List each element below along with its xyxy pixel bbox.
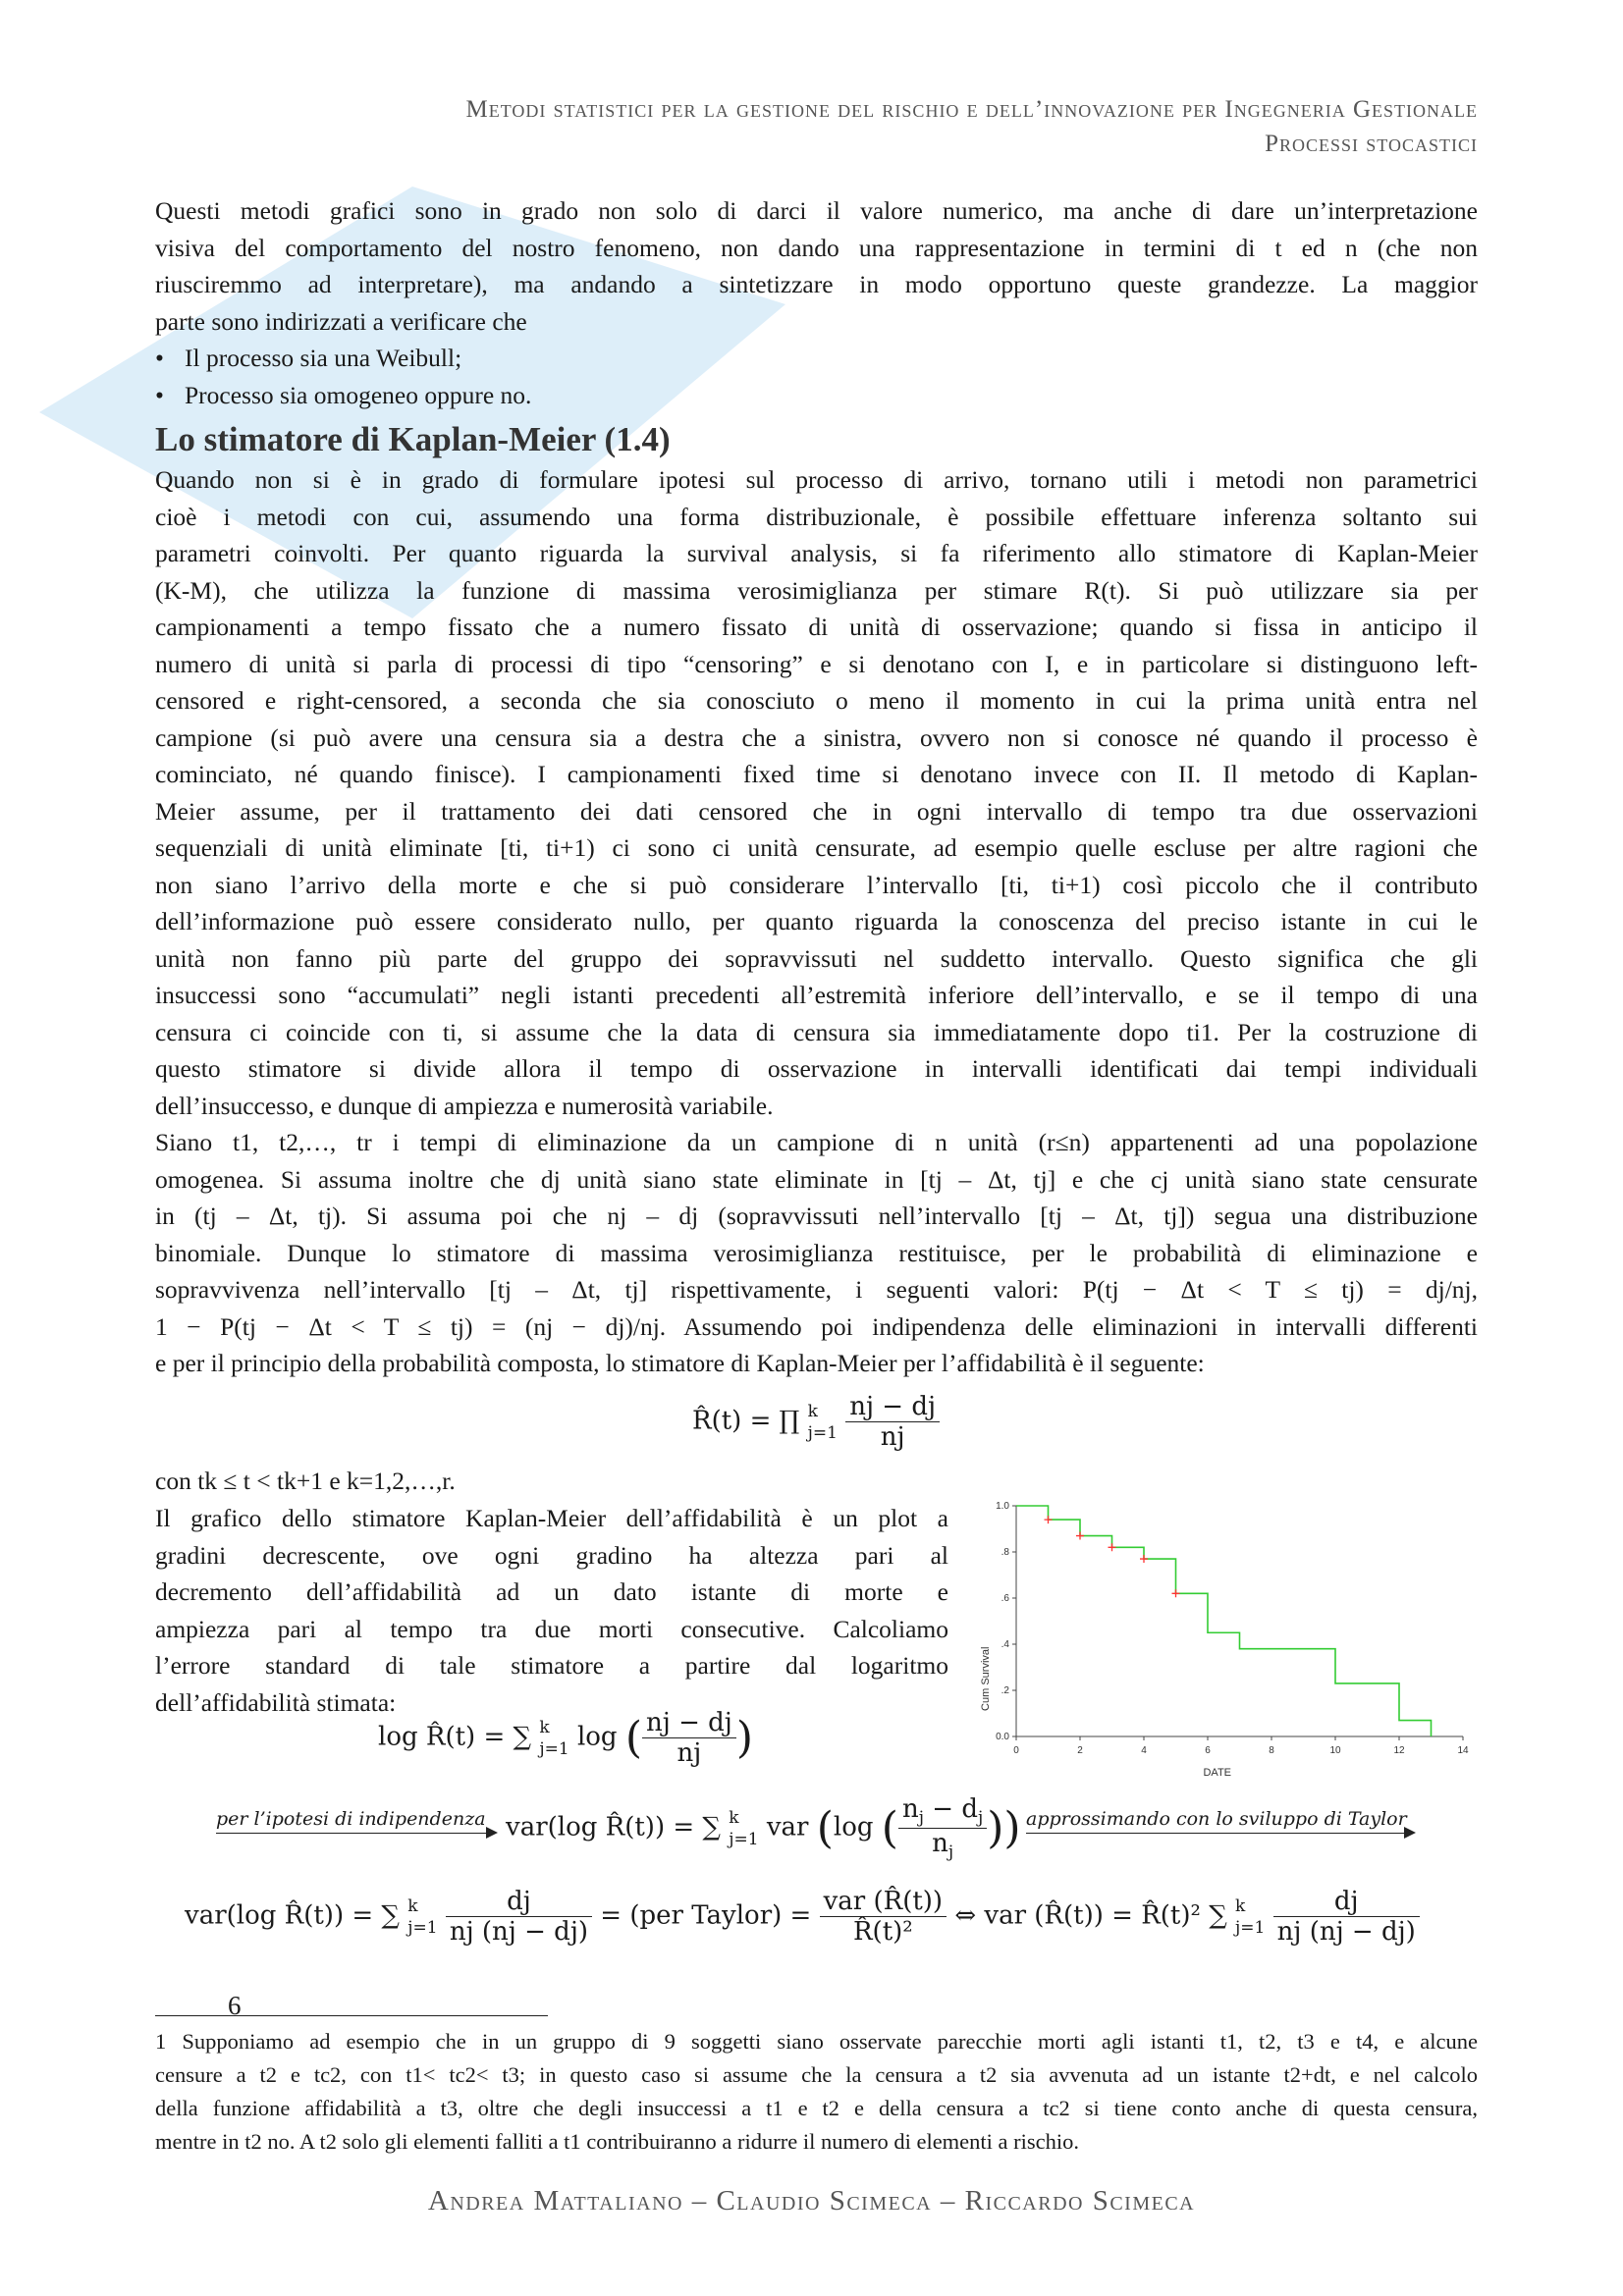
footnote-line: della funzione affidabilità a t3, oltre che degli insuccessi a t1 e t2 e della censura a tc2 si tiene conto anche di questa censura, bbox=[155, 2096, 1478, 2120]
text-line: parametri coinvolti. Per quanto riguarda la survival analysis, si fa riferimento allo stimatore di Kaplan-Meier bbox=[155, 539, 1478, 567]
text-line: dell’informazione può essere considerato nullo, per quanto riguarda la conoscenza del preciso istante in cui le bbox=[155, 907, 1478, 935]
censored-mark bbox=[1109, 1543, 1116, 1551]
text-line: Meier assume, per il trattamento dei dati censored che in ogni intervallo di tempo tra due osservazioni bbox=[155, 796, 1478, 826]
text-line: 1 − P(tj − Δt < T ≤ tj) = (nj − dj)/nj. Assumendo poi indipendenza delle eliminazioni in intervalli differenti bbox=[155, 1311, 1478, 1341]
y-tick-label: 1.0 bbox=[996, 1501, 1009, 1512]
footnote-line: mentre in t2 no. A t2 solo gli elementi falliti a t1 contribuiranno a ridurre il numero di elementi a rischio. bbox=[155, 2129, 1080, 2154]
y-tick-label: .8 bbox=[1001, 1547, 1009, 1558]
footnote bbox=[155, 2025, 1478, 2159]
text-line: visiva del comportamento del nostro fenomeno, non dando una rappresentazione in termini di t ed n (che non bbox=[155, 233, 1478, 262]
text-line: gradini decrescente, ove ogni gradino ha altezza pari al bbox=[155, 1540, 948, 1570]
section-title: Lo stimatore di Kaplan-Meier (1.4) bbox=[155, 420, 671, 458]
x-tick-label: 8 bbox=[1269, 1745, 1274, 1756]
y-tick-label: 0.0 bbox=[996, 1732, 1009, 1742]
text-line: insuccessi sono “accumulati” negli istanti precedenti all’estremità inferiore dell’intervallo, e se il tempo di una bbox=[155, 981, 1478, 1009]
text-line: censored e right-censored, a seconda che sia conosciuto o meno il momento in cui la prima unità entra nel bbox=[155, 686, 1478, 715]
text-line: Quando non si è in grado di formulare ipotesi sul processo di arrivo, tornano utili i metodi non parametrici bbox=[155, 465, 1478, 494]
text-line: numero di unità si parla di processi di tipo “censoring” e si denotano con I, e in particolare si distinguono left- bbox=[155, 649, 1478, 678]
text-line: Questi metodi grafici sono in grado non solo di darci il valore numerico, ma anche di dare un’interpretazione bbox=[155, 196, 1478, 225]
text-line: riusciremmo ad interpretare), ma andando a sintetizzare in modo opportuno queste grandezze. La maggior bbox=[155, 270, 1478, 298]
text-line: Il grafico dello stimatore Kaplan-Meier dell’affidabilità è un plot a bbox=[155, 1504, 948, 1532]
footnote-divider bbox=[155, 2015, 548, 2016]
text-line: decremento dell’affidabilità ad un dato istante di morte e bbox=[155, 1577, 948, 1606]
arrow-taylor: approssimando con lo sviluppo di Taylor bbox=[1026, 1808, 1414, 1834]
intro-paragraph bbox=[155, 192, 1478, 340]
x-tick-label: 6 bbox=[1205, 1745, 1211, 1756]
text-line: dell’affidabilità stimata: bbox=[155, 1687, 397, 1717]
text-line: sequenziali di unità eliminate [ti, ti+1) ci sono ci unità censurate, ad esempio quelle escluse per altre ragioni che bbox=[155, 833, 1478, 862]
y-axis-label: Cum Survival bbox=[980, 1646, 992, 1711]
text-line: cominciato, né quando finisce). I campionamenti fixed time si denotano invece con II. Il metodo di Kaplan- bbox=[155, 760, 1478, 788]
bullet-item: • Processo sia omogeneo oppure no. bbox=[155, 381, 532, 409]
text-line: non siano l’arrivo della morte e che si può considerare l’intervallo [ti, ti+1) così piccolo che il contributo bbox=[155, 870, 1478, 899]
text-line: binomiale. Dunque lo stimatore di massima verosimiglianza restituisce, per le probabilità di eliminazione e bbox=[155, 1238, 1478, 1267]
paragraph-kaplan-meier bbox=[155, 461, 1478, 1124]
condition-line: con tk ≤ t < tk+1 e k=1,2,…,r. bbox=[155, 1467, 456, 1495]
text-line: e per il principio della probabilità composta, lo stimatore di Kaplan-Meier per l’affidabilità è il seguente: bbox=[155, 1349, 1205, 1377]
text-line: cioè i metodi con cui, assumendo una forma distribuzionale, è possibile effettuare inferenza soltanto sui bbox=[155, 502, 1478, 531]
x-tick-label: 14 bbox=[1457, 1745, 1469, 1756]
header-course-title: Metodi statistici per la gestione del rischio e dell’innovazione per Ingegneria Gestionale bbox=[465, 96, 1478, 123]
text-line: censura ci coincide con ti, si assume che la data di censura sia immediatamente dopo ti1. Per la costruzione di bbox=[155, 1017, 1478, 1046]
header-section: Processi stocastici bbox=[1265, 131, 1478, 157]
paragraph-plot bbox=[155, 1500, 948, 1721]
text-line: sopravvivenza nell’intervallo [tj – Δt, tj] rispettivamente, i seguenti valori: P(tj − Δt < T ≤ tj) = dj/nj, bbox=[155, 1275, 1478, 1304]
censored-mark bbox=[1172, 1589, 1180, 1597]
y-tick-label: .6 bbox=[1001, 1593, 1009, 1604]
text-line: unità non fanno più parte del gruppo dei sopravvissuti nel suddetto intervallo. Questo significa che gli bbox=[155, 943, 1478, 973]
x-axis-label: DATE bbox=[1203, 1767, 1232, 1779]
censored-mark bbox=[1045, 1516, 1053, 1523]
footnote-line: censure a t2 e tc2, con t1< tc2< t3; in questo caso si assume che la censura a t2 sia avvenuta ad un istante t2+dt, e nel calcolo bbox=[155, 2062, 1478, 2087]
text-line: questo stimatore si divide allora il tempo di osservazione in intervalli identificati dai tempi individuali bbox=[155, 1054, 1478, 1083]
bullet-item: • Il processo sia una Weibull; bbox=[155, 344, 462, 372]
text-line: ampiezza pari al tempo tra due morti consecutive. Calcoliamo bbox=[155, 1614, 948, 1643]
y-tick-label: .4 bbox=[1001, 1639, 1009, 1650]
text-line: Siano t1, t2,…, tr i tempi di eliminazione da un campione di n unità (r≤n) appartenenti ad una popolazione bbox=[155, 1128, 1478, 1156]
log-formula: log R̂(t) = ∑ k j=1 log ( $\frac{nj - dj}{nj}$ ) bbox=[378, 1708, 754, 1768]
text-line: dell’insuccesso, e dunque di ampiezza e numerosità variabile. bbox=[155, 1091, 774, 1120]
text-line: omogenea. Si assuma inoltre che dj unità siano state eliminate in [tj – Δt, tj] e che cj unità siano state censurate bbox=[155, 1164, 1478, 1194]
y-tick-label: .2 bbox=[1001, 1685, 1009, 1696]
footnote-line: 1 Supponiamo ad esempio che in un gruppo di 9 soggetti siano osservate parecchie morti agli istanti t1, t2, t3 e t4, e alcune bbox=[155, 2029, 1478, 2054]
x-tick-label: 4 bbox=[1141, 1745, 1147, 1756]
kaplan-meier-chart bbox=[977, 1494, 1478, 1789]
var-log-formula: var(log R̂(t)) = ∑ k j=1 var (log ( $\frac{n_j - d_j}{n_j}$ )) bbox=[506, 1794, 1021, 1863]
text-line: campionamenti a tempo fissato che a numero fissato di unità di osservazione; quando si fissa in anticipo il bbox=[155, 613, 1478, 641]
text-line: in (tj – Δt, tj). Si assuma poi che nj – dj (sopravvissuti nell’intervallo [tj – Δt, tj]) segua una distribuzione bbox=[155, 1201, 1478, 1230]
footer-authors: Andrea Mattaliano – Claudio Scimeca – Riccardo Scimeca bbox=[427, 2185, 1196, 2216]
text-line: parte sono indirizzati a verificare che bbox=[155, 306, 527, 336]
arrow-independence: per l’ipotesi di indipendenza bbox=[216, 1808, 496, 1834]
text-line: l’errore standard di tale stimatore a partire dal logaritmo bbox=[155, 1651, 948, 1680]
x-tick-label: 2 bbox=[1077, 1745, 1083, 1756]
paragraph-estimator bbox=[155, 1124, 1478, 1382]
x-tick-label: 12 bbox=[1393, 1745, 1405, 1756]
x-tick-label: 0 bbox=[1013, 1745, 1019, 1756]
censored-mark bbox=[1076, 1532, 1084, 1540]
text-line: campione (si può avere una censura sia a destra che a sinistra, ovvero non si conosce né quando il processo è bbox=[155, 722, 1478, 752]
variance-formula: var(log R̂(t)) = ∑ k j=1 $\frac{dj}{nj (nj - dj)}$ = (per Taylor) = $\frac{\text{var (R̂(t))}}{\text{R̂(t)²}}$ ⇔ var (R̂(t)) = R̂(t)² ∑ k j=1 $\frac{dj}{nj (nj - dj)}$ bbox=[185, 1887, 1420, 1947]
x-tick-label: 10 bbox=[1329, 1745, 1341, 1756]
page-number: 6 bbox=[228, 1991, 242, 2020]
censored-mark bbox=[1140, 1555, 1148, 1563]
km-formula: R̂(t) = ∏ k j=1 $\frac{nj - dj}{nj}$ bbox=[692, 1392, 940, 1452]
survival-step-line bbox=[1016, 1506, 1432, 1736]
text-line: (K-M), che utilizza la funzione di massima verosimiglianza per stimare R(t). Si può utilizzare sia per bbox=[155, 575, 1478, 605]
